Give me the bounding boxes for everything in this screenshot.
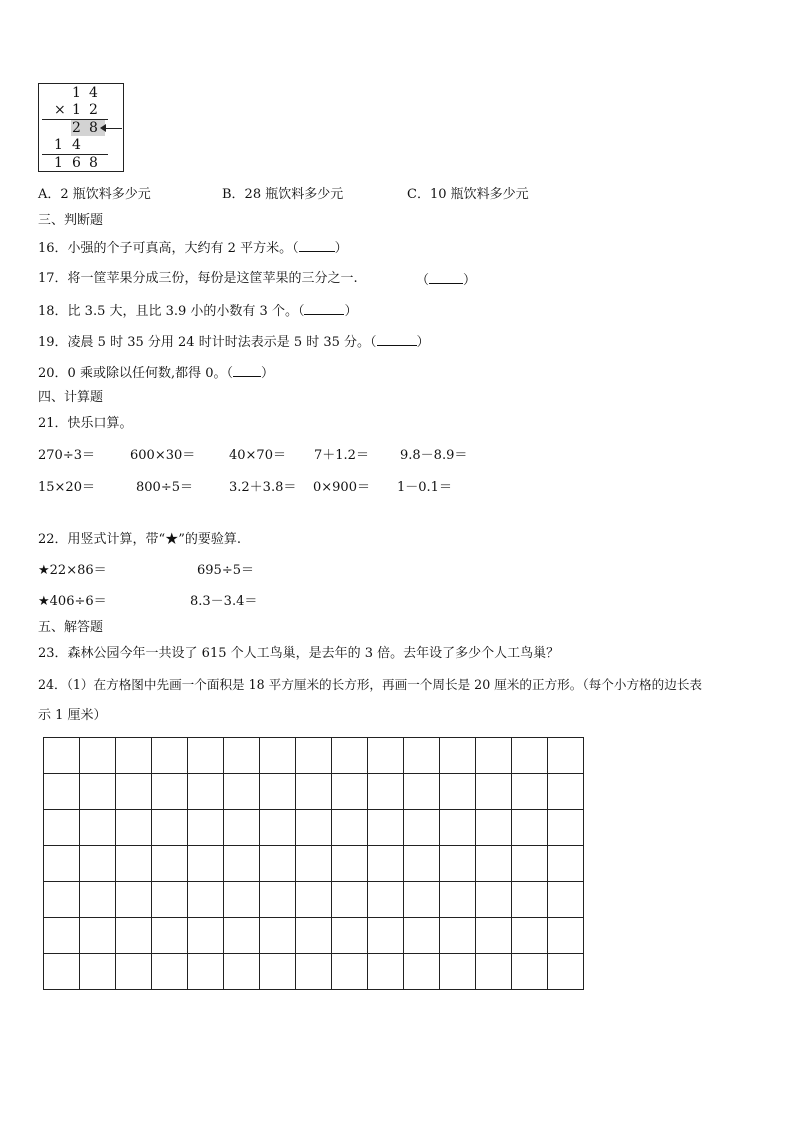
grid-cell[interactable] [296,954,332,990]
grid-row [44,738,584,774]
column-calc-item: 8.3－3.4＝ [190,594,258,609]
grid-cell[interactable] [80,810,116,846]
grid-cell[interactable] [332,810,368,846]
grid-cell[interactable] [116,774,152,810]
grid-cell[interactable] [368,954,404,990]
grid-cell[interactable] [116,954,152,990]
grid-cell[interactable] [116,846,152,882]
grid-cell[interactable] [188,774,224,810]
calc-digit: 4 [72,137,81,153]
grid-cell[interactable] [440,954,476,990]
grid-cell[interactable] [548,774,584,810]
mental-math-item: 15×20＝ [38,480,95,495]
grid-row [44,846,584,882]
mental-math-item: 3.2＋3.8＝ [229,480,297,495]
square-grid[interactable] [43,737,584,990]
grid-cell[interactable] [224,846,260,882]
calc-digit: 1 [54,137,63,153]
option-c: C．10 瓶饮料多少元 [407,187,529,202]
grid-cell[interactable] [224,918,260,954]
grid-cell[interactable] [224,810,260,846]
mental-math-item: 270÷3＝ [38,448,95,463]
grid-row [44,918,584,954]
mental-math-item: 1－0.1＝ [397,480,452,495]
grid-cell[interactable] [80,738,116,774]
grid-cell[interactable] [512,954,548,990]
grid-cell[interactable] [44,882,80,918]
question-24-line-2: 示 1 厘米） [38,708,107,723]
grid-cell[interactable] [224,774,260,810]
grid-cell[interactable] [44,918,80,954]
grid-row [44,882,584,918]
grid-cell[interactable] [80,774,116,810]
grid-cell[interactable] [476,846,512,882]
calc-digit: 2 [72,120,81,136]
grid-cell[interactable] [296,918,332,954]
grid-cell[interactable] [368,774,404,810]
grid-row [44,774,584,810]
grid-cell[interactable] [368,738,404,774]
grid-cell[interactable] [332,774,368,810]
paren-close: ） [416,335,430,350]
grid-cell[interactable] [440,774,476,810]
paren-open: （ [416,273,430,288]
grid-cell[interactable] [224,882,260,918]
grid-cell[interactable] [44,738,80,774]
arrow-left-icon [100,124,106,132]
question-text: 19．凌晨 5 时 35 分用 24 时计时法表示是 5 时 35 分。（ [38,335,377,350]
grid-cell[interactable] [80,954,116,990]
grid-cell[interactable] [404,810,440,846]
grid-cell[interactable] [512,774,548,810]
grid-row [44,810,584,846]
grid-cell[interactable] [548,882,584,918]
grid-cell[interactable] [188,954,224,990]
grid-cell[interactable] [512,738,548,774]
paren-close: ） [344,304,358,319]
paren-close: ） [260,366,274,381]
grid-cell[interactable] [404,954,440,990]
grid-cell[interactable] [260,774,296,810]
grid-cell[interactable] [512,846,548,882]
calc-digit: 8 [89,120,98,136]
grid-cell[interactable] [296,846,332,882]
paren-close: ） [463,273,477,288]
grid-cell[interactable] [80,918,116,954]
grid-cell[interactable] [188,918,224,954]
grid-cell[interactable] [152,954,188,990]
answer-blank[interactable] [377,333,417,346]
calc-digit: 8 [89,155,98,171]
question-22-title: 22．用竖式计算，带“★”的要验算. [38,532,241,547]
calc-digit: 6 [72,155,81,171]
grid-cell[interactable] [332,882,368,918]
paren-close: ） [334,241,348,256]
column-calc-item: ★406÷6＝ [38,594,107,609]
grid-cell[interactable] [152,918,188,954]
grid-cell[interactable] [44,846,80,882]
grid-cell[interactable] [404,918,440,954]
grid-cell[interactable] [476,918,512,954]
mental-math-item: 0×900＝ [313,480,370,495]
grid-cell[interactable] [332,918,368,954]
question-text: 20．0 乘或除以任何数,都得 0。（ [38,366,233,381]
section-title-judgement: 三、判断题 [38,213,104,228]
grid-cell[interactable] [44,774,80,810]
grid-cell[interactable] [80,846,116,882]
option-b: B．28 瓶饮料多少元 [222,187,344,202]
grid-cell[interactable] [368,882,404,918]
grid-cell[interactable] [368,918,404,954]
question-17 [38,271,358,287]
answer-blank[interactable] [429,271,463,284]
grid-cell[interactable] [152,810,188,846]
grid-cell[interactable] [476,810,512,846]
grid-cell[interactable] [512,810,548,846]
grid-cell[interactable] [116,918,152,954]
grid-cell[interactable] [188,882,224,918]
times-sign: × [54,102,66,118]
grid-cell[interactable] [440,738,476,774]
grid-cell[interactable] [152,882,188,918]
arrow-line [104,128,122,129]
grid-cell[interactable] [224,954,260,990]
grid-cell[interactable] [260,882,296,918]
grid-cell[interactable] [80,882,116,918]
grid-cell[interactable] [548,846,584,882]
answer-blank[interactable] [299,239,335,252]
grid-cell[interactable] [476,738,512,774]
grid-cell[interactable] [332,954,368,990]
answer-blank[interactable] [233,364,261,377]
question-21-title: 21．快乐口算。 [38,416,133,431]
question-24-line-1: 24．（1）在方格图中先画一个面积是 18 平方厘米的长方形，再画一个周长是 20 厘米的正方形。（每个小方格的边长表 [38,677,703,692]
question-19 [38,333,430,351]
grid-cell[interactable] [116,810,152,846]
answer-blank[interactable] [304,302,344,315]
grid-cell[interactable] [116,738,152,774]
calc-digit: 4 [89,85,98,101]
question-23: 23．森林公园今年一共设了 615 个人工鸟巢，是去年的 3 倍。去年设了多少个人工鸟巢？ [38,646,560,661]
mental-math-item: 9.8－8.9＝ [400,448,468,463]
option-a: A．2 瓶饮料多少元 [38,187,151,202]
grid-cell[interactable] [260,918,296,954]
mental-math-item: 7＋1.2＝ [314,448,369,463]
calc-digit: 1 [72,85,81,101]
grid-cell[interactable] [44,954,80,990]
grid-cell[interactable] [404,774,440,810]
grid-cell[interactable] [404,738,440,774]
grid-cell[interactable] [476,882,512,918]
grid-cell[interactable] [188,846,224,882]
grid-cell[interactable] [548,810,584,846]
grid-cell[interactable] [476,774,512,810]
grid-cell[interactable] [116,882,152,918]
calc-digit: 1 [54,155,63,171]
grid-cell[interactable] [260,810,296,846]
grid-cell[interactable] [332,846,368,882]
grid-cell[interactable] [260,846,296,882]
grid-cell[interactable] [512,882,548,918]
grid-cell[interactable] [332,738,368,774]
grid-cell[interactable] [440,882,476,918]
grid-cell[interactable] [440,846,476,882]
column-calc-item: ★22×86＝ [38,563,107,578]
grid-cell[interactable] [44,810,80,846]
grid-cell[interactable] [152,846,188,882]
calc-digit: 1 [72,102,81,118]
mental-math-item: 600×30＝ [130,448,196,463]
grid-cell[interactable] [152,774,188,810]
grid-cell[interactable] [368,810,404,846]
calc-digit: 2 [89,102,98,118]
grid-cell[interactable] [512,918,548,954]
grid-cell[interactable] [260,738,296,774]
grid-cell[interactable] [440,918,476,954]
question-text: 17．将一筐苹果分成三份，每份是这筐苹果的三分之一. [38,271,358,286]
column-calc-item: 695÷5＝ [197,563,254,578]
mental-math-item: 800÷5＝ [136,480,193,495]
grid-cell[interactable] [548,738,584,774]
question-17-answer [416,271,476,289]
grid-cell[interactable] [368,846,404,882]
grid-cell[interactable] [260,954,296,990]
section-title-calculation: 四、计算题 [38,390,104,405]
grid-cell[interactable] [476,954,512,990]
grid-cell[interactable] [296,810,332,846]
question-text: 18．比 3.5 大，且比 3.9 小的小数有 3 个。（ [38,304,305,319]
section-title-word-problems: 五、解答题 [38,620,104,635]
grid-cell[interactable] [152,738,188,774]
grid-cell[interactable] [296,738,332,774]
grid-cell[interactable] [548,918,584,954]
grid-cell[interactable] [224,738,260,774]
question-18 [38,302,357,320]
grid-cell[interactable] [404,882,440,918]
mental-math-item: 40×70＝ [229,448,286,463]
grid-row [44,954,584,990]
grid-cell[interactable] [296,774,332,810]
grid-cell[interactable] [548,954,584,990]
grid-cell[interactable] [440,810,476,846]
grid-cell[interactable] [404,846,440,882]
grid-cell[interactable] [188,738,224,774]
question-20 [38,364,274,382]
question-text: 16．小强的个子可真高，大约有 2 平方米。（ [38,241,299,256]
grid-cell[interactable] [296,882,332,918]
grid-cell[interactable] [188,810,224,846]
question-16 [38,239,348,257]
